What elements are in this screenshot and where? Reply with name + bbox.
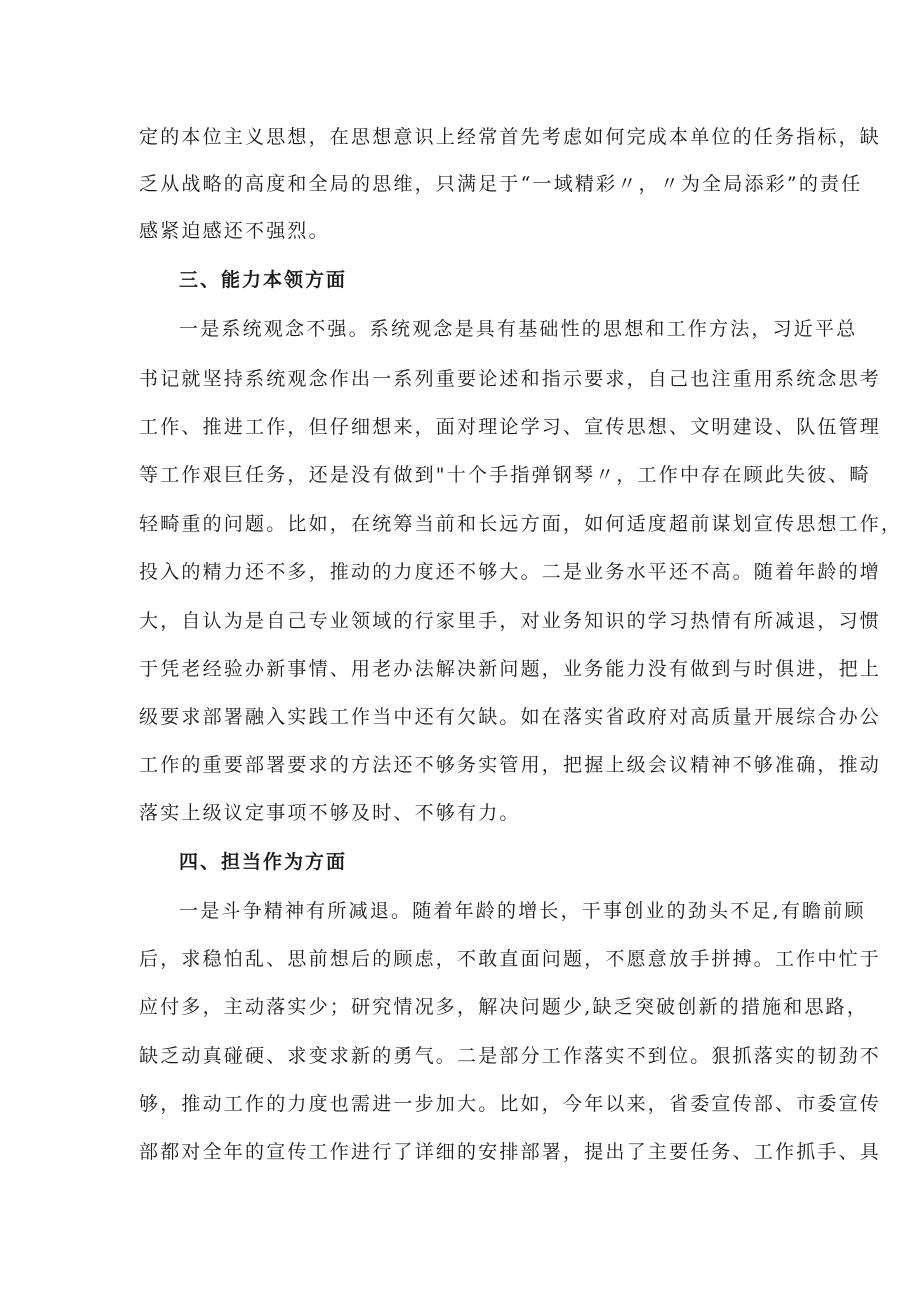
paragraph-3-line-1: 一是斗争精神有所减退。随着年龄的增长，干事创业的劲头不足,有瞻前顾 [179, 900, 866, 922]
paragraph-2-line-8: 于凭老经验办新事情、用老办法解决新问题，业务能力没有做到与时俱进，把上 [139, 658, 882, 680]
section-heading-responsibility: 四、担当作为方面 [179, 851, 348, 873]
paragraph-1-line-3: 感紧迫感还不强烈。 [139, 220, 330, 242]
paragraph-3-line-2: 后，求稳怕乱、思前想后的顾虑，不敢直面问题，不愿意放手拼搏。工作中忙于 [139, 948, 882, 970]
paragraph-2-line-3: 工作、推进工作，但仔细想来，面对理论学习、宣传思想、文明建设、队伍管理 [139, 416, 882, 438]
paragraph-3-line-6: 部都对全年的宣传工作进行了详细的安排部署，提出了主要任务、工作抓手、具 [139, 1141, 882, 1163]
paragraph-2-line-7: 大，自认为是自己专业领域的行家里手，对业务知识的学习热情有所减退，习惯 [139, 610, 882, 632]
paragraph-2-line-2: 书记就坚持系统观念作出一系列重要论述和指示要求，自己也注重用系统念思考 [139, 368, 882, 390]
paragraph-2-line-4: 等工作艰巨任务，还是没有做到"十个手指弹钢琴〃，工作中存在顾此失彼、畸 [139, 464, 871, 486]
paragraph-3-line-5: 够，推动工作的力度也需进一步加大。比如，今年以来，省委宣传部、市委宣传 [139, 1093, 882, 1115]
paragraph-2-line-1: 一是系统观念不强。系统观念是具有基础性的思想和工作方法，习近平总 [179, 318, 858, 340]
paragraph-3-line-3: 应付多，主动落实少；研究情况多，解决问题少,缺乏突破创新的措施和思路， [139, 996, 869, 1018]
paragraph-2-line-9: 级要求部署融入实践工作当中还有欠缺。如在落实省政府对高质量开展综合办公 [139, 706, 882, 728]
paragraph-2-line-11: 落实上级议定事项不够及时、不够有力。 [139, 802, 521, 824]
paragraph-2-line-6: 投入的精力还不多，推动的力度还不够大。二是业务水平还不高。随着年龄的增 [139, 561, 882, 583]
paragraph-1-line-2: 乏从战略的高度和全局的思维，只满足于“一域精彩〃，〃为全局添彩”的责任 [139, 173, 863, 195]
paragraph-3-line-4: 缺乏动真碰硬、求变求新的勇气。二是部分工作落实不到位。狠抓落实的韧劲不 [139, 1045, 882, 1067]
section-heading-ability: 三、能力本领方面 [179, 269, 348, 291]
paragraph-2-line-10: 工作的重要部署要求的方法还不够务实管用，把握上级会议精神不够准确，推动 [139, 754, 882, 776]
paragraph-1-line-1: 定的本位主义思想，在思想意识上经常首先考虑如何完成本单位的任务指标，缺 [139, 126, 882, 148]
paragraph-2-line-5: 轻畸重的问题。比如，在统筹当前和长远方面，如何适度超前谋划宣传思想工作， [139, 513, 903, 535]
